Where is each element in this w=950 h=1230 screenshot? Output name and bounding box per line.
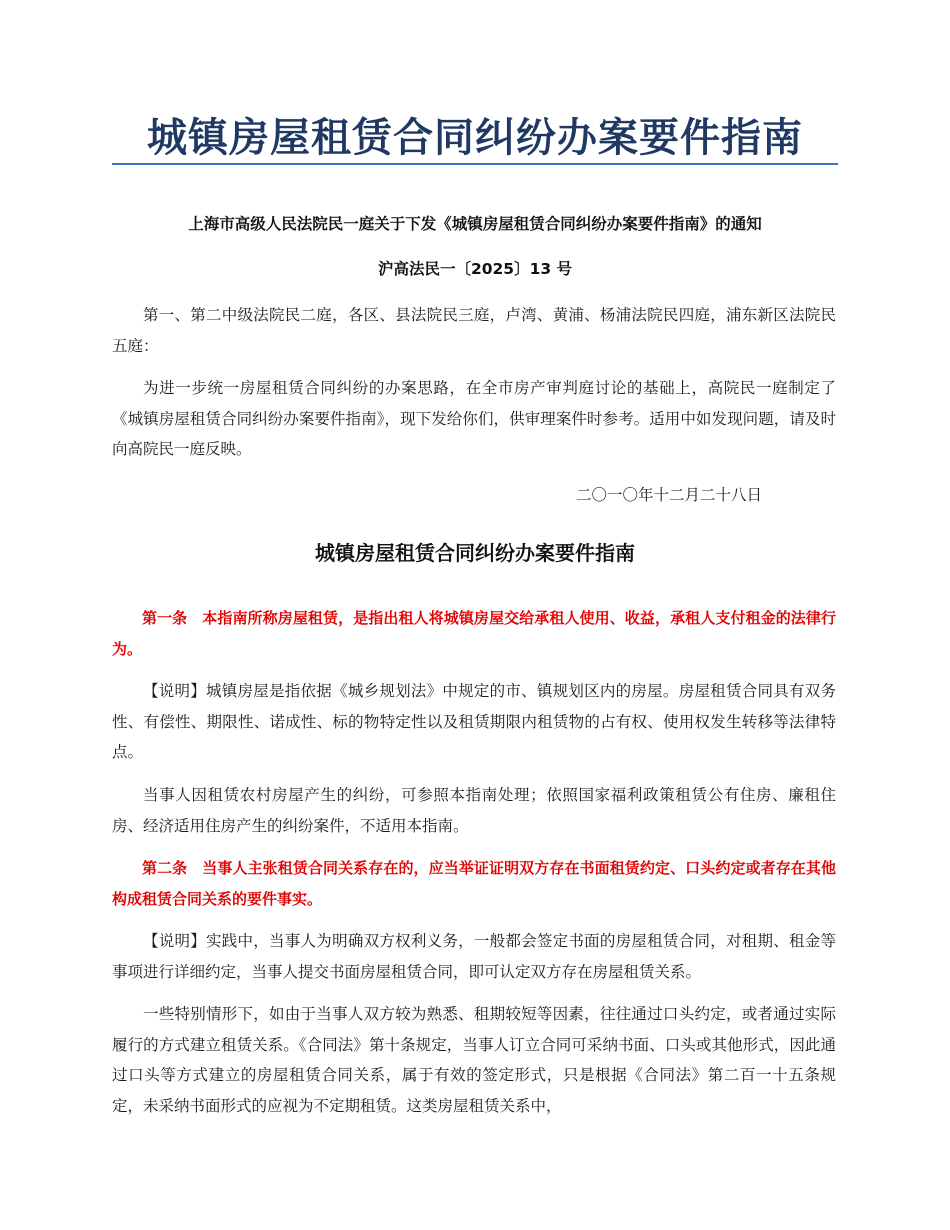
- article-2: [112, 853, 836, 914]
- article-2-explanation: 【说明】实践中，当事人为明确双方权利义务，一般都会签定书面的房屋租赁合同，对租期、租金等事项进行详细约定，当事人提交书面房屋租赁合同，即可认定双方存在房屋租赁关系。: [112, 932, 836, 981]
- article-2-number: 第二条: [142, 859, 188, 877]
- article-1: [112, 603, 836, 664]
- addressees-paragraph: 第一、第二中级法院民二庭，各区、县法院民三庭，卢湾、黄浦、杨浦法院民四庭，浦东新区法院民五庭：: [112, 306, 836, 355]
- guide-subtitle: 城镇房屋租赁合同纠纷办案要件指南: [315, 541, 635, 565]
- article-1-paragraph-2: 当事人因租赁农村房屋产生的纠纷，可参照本指南处理；依照国家福利政策租赁公有住房、廉租住房、经济适用住房产生的纠纷案件，不适用本指南。: [112, 786, 836, 835]
- article-2-text: 当事人主张租赁合同关系存在的，应当举证证明双方存在书面租赁约定、口头约定或者存在其他构成租赁合同关系的要件事实。: [112, 859, 836, 908]
- main-title: 城镇房屋租赁合同纠纷办案要件指南: [147, 115, 803, 161]
- article-1-number: 第一条: [142, 609, 188, 627]
- article-1-explanation: 【说明】城镇房屋是指依据《城乡规划法》中规定的市、镇规划区内的房屋。房屋租赁合同具有双务性、有偿性、期限性、诺成性、标的物特定性以及租赁期限内租赁物的占有权、使用权发生转移等法律特点。: [112, 682, 836, 761]
- intro-paragraph: 为进一步统一房屋租赁合同纠纷的办案思路，在全市房产审判庭讨论的基础上，高院民一庭制定了《城镇房屋租赁合同纠纷办案要件指南》，现下发给你们，供审理案件时参考。适用中如发现问题，请及时向高院民一庭反映。: [112, 379, 836, 458]
- document-number: 沪高法民一〔2025〕13 号: [377, 260, 573, 278]
- notice-title: 上海市高级人民法院民一庭关于下发《城镇房屋租赁合同纠纷办案要件指南》的通知: [188, 215, 762, 233]
- article-1-text: 本指南所称房屋租赁，是指出租人将城镇房屋交给承租人使用、收益，承租人支付租金的法律行为。: [112, 609, 836, 658]
- issue-date: 二〇一〇年十二月二十八日: [575, 486, 762, 504]
- title-divider: [112, 163, 838, 165]
- article-2-paragraph-2: 一些特别情形下，如由于当事人双方较为熟悉、租期较短等因素，往往通过口头约定，或者通过实际履行的方式建立租赁关系。《合同法》第十条规定，当事人订立合同可采纳书面、口头或其他形式，因此通过口头等方式建立的房屋租赁合同关系，属于有效的签定形式，只是根据《合同法》第二百一十五条规定，未采纳书面形式的应视为不定期租赁。这类房屋租赁关系中，: [112, 1005, 836, 1115]
